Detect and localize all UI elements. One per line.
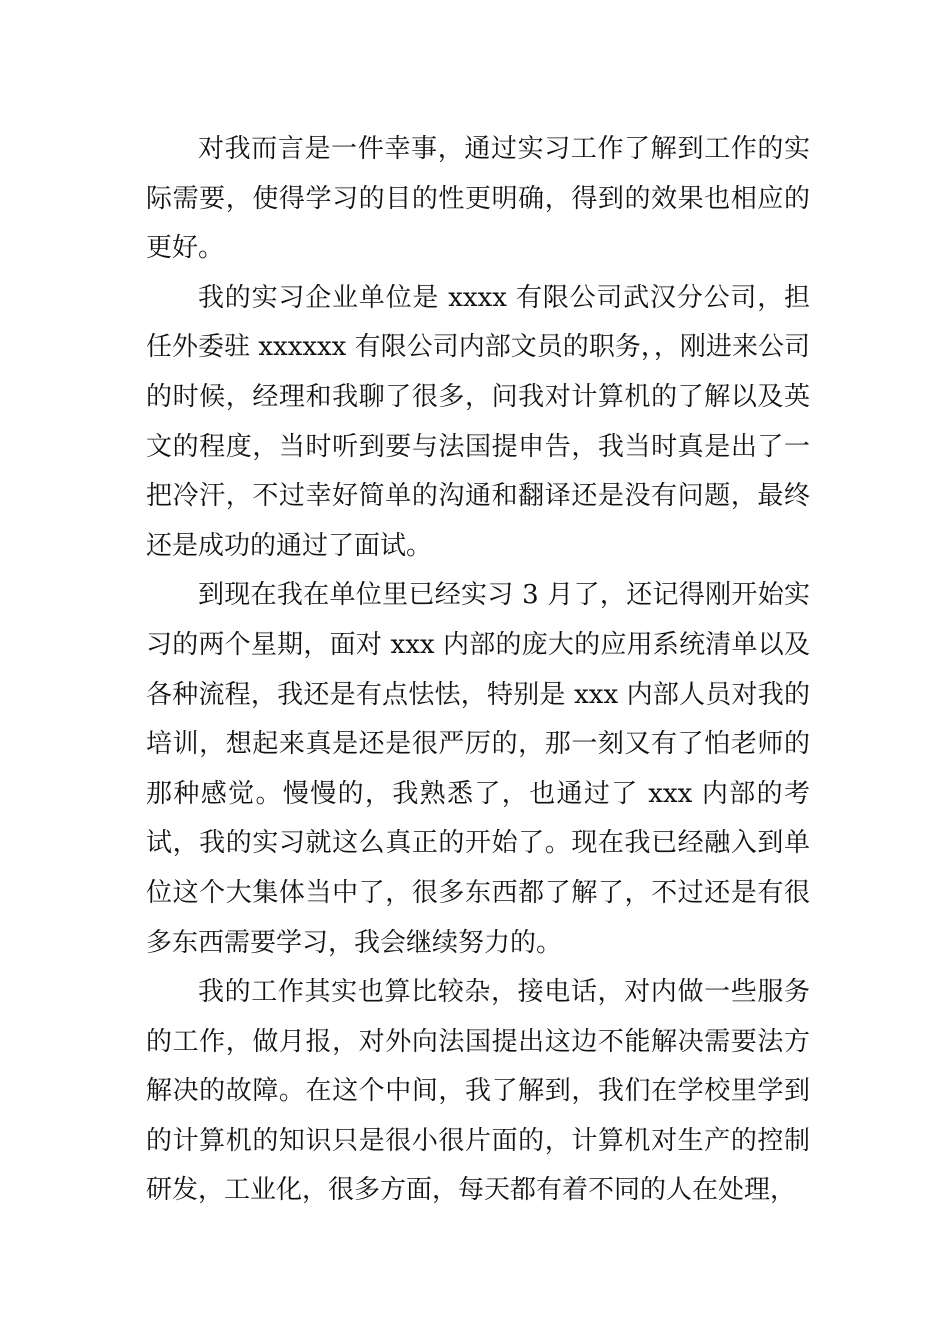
document-page xyxy=(146,125,810,1216)
paragraph-1: 对我而言是一件幸事，通过实习工作了解到工作的实际需要，使得学习的目的性更明确，得到的效果也相应的更好。 xyxy=(146,134,810,264)
paragraph-3: 到现在我在单位里已经实习 3 月了，还记得刚开始实习的两个星期，面对 xxx 内部的庞大的应用系统清单以及各种流程，我还是有点怯怯，特别是 xxx 内部人员对我的培训，想起来真是还是很严厉的，那一刻又有了怕老师的那种感觉。慢慢的，我熟悉了，也通过了 xxx 内部的考试，我的实习就这么真正的开始了。现在我已经融入到单位这个大集体当中了，很多东西都了解了，不过还是有很多东西需要学习，我会继续努力的。 xyxy=(146,580,810,958)
paragraph-4: 我的工作其实也算比较杂，接电话，对内做一些服务的工作，做月报，对外向法国提出这边不能解决需要法方解决的故障。在这个中间，我了解到，我们在学校里学到的计算机的知识只是很小很片面的，计算机对生产的控制研发，工业化，很多方面，每天都有着不同的人在处理， xyxy=(146,977,810,1206)
paragraph-2: 我的实习企业单位是 xxxx 有限公司武汉分公司，担任外委驻 xxxxxx 有限公司内部文员的职务，，刚进来公司的时候，经理和我聊了很多，问我对计算机的了解以及英文的程度，当时听到要与法国提申告，我当时真是出了一把冷汗，不过幸好简单的沟通和翻译还是没有问题，最终还是成功的通过了面试。 xyxy=(146,282,810,561)
